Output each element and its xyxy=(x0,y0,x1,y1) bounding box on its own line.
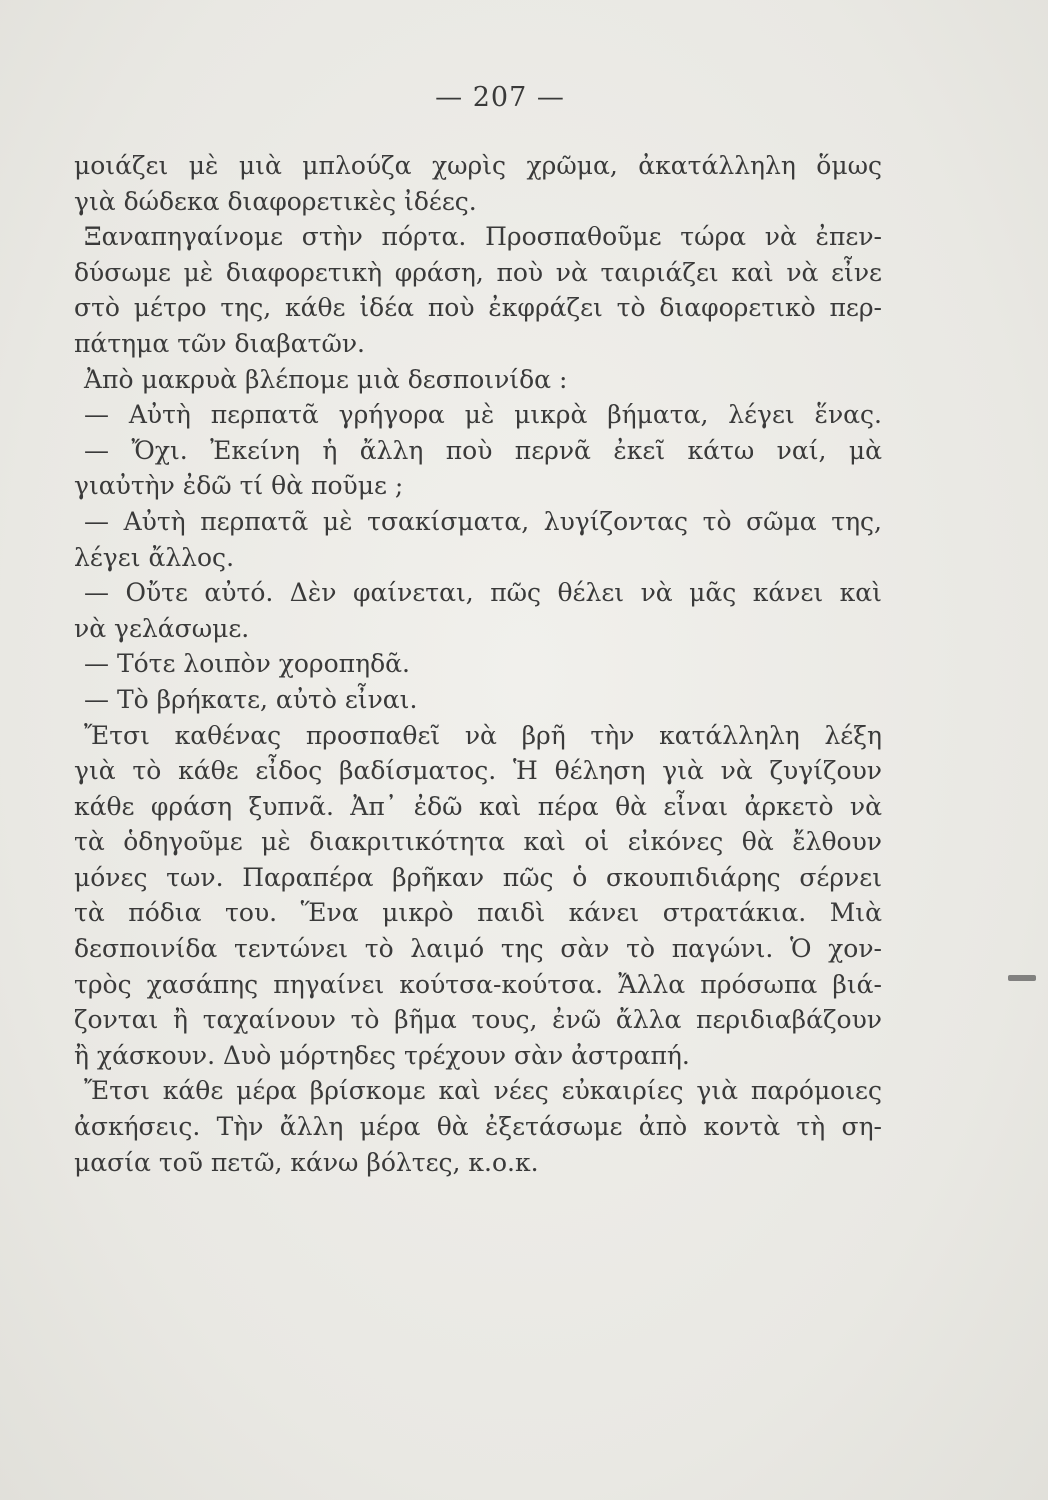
text-line: νὰ γελάσωμε. xyxy=(74,613,250,643)
text-line: γιαὐτὴν ἐδῶ τί θὰ ποῦμε ; xyxy=(74,471,404,501)
text-line: τρὸς χασάπης πηγαίνει κούτσα-κούτσα. Ἄλλα πρόσωπα βιά- xyxy=(74,969,882,999)
text-line: — Αὐτὴ περπατᾶ γρήγορα μὲ μικρὰ βήματα, λέγει ἕνας. xyxy=(84,400,882,430)
text-line: μασία τοῦ πετῶ, κάνω βόλτες, κ.ο.κ. xyxy=(74,1147,539,1177)
text-line: ἀσκήσεις. Τὴν ἄλλη μέρα θὰ ἐξετάσωμε ἀπὸ κοντὰ τὴ ση- xyxy=(74,1112,882,1142)
text-line: ἢ χάσκουν. Δυὸ μόρτηδες τρέχουν σὰν ἀστραπή. xyxy=(74,1040,690,1070)
text-line: — Τὸ βρήκατε, αὐτὸ εἶναι. xyxy=(84,684,418,714)
text-line: μόνες των. Παραπέρα βρῆκαν πῶς ὁ σκουπιδιάρης σέρνει xyxy=(74,862,882,892)
text-line: — Οὔτε αὐτό. Δὲν φαίνεται, πῶς θέλει νὰ μᾶς κάνει καὶ xyxy=(84,578,882,608)
text-line: — Τότε λοιπὸν χοροπηδᾶ. xyxy=(84,649,410,679)
page-number: — 207 — xyxy=(435,82,565,113)
text-line: γιὰ τὸ κάθε εἶδος βαδίσματος. Ἡ θέληση γιὰ νὰ ζυγίζουν xyxy=(74,756,882,786)
text-line: — Ὄχι. Ἐκείνη ἡ ἄλλη ποὺ περνᾶ ἐκεῖ κάτω ναί, μὰ xyxy=(84,435,882,465)
text-line: Ξαναπηγαίνομε στὴν πόρτα. Προσπαθοῦμε τώρα νὰ ἐπεν- xyxy=(84,222,882,252)
text-line: τὰ ὁδηγοῦμε μὲ διακριτικότητα καὶ οἱ εἰκόνες θὰ ἔλθουν xyxy=(74,827,882,857)
text-line: λέγει ἄλλος. xyxy=(74,542,235,572)
text-line: — Αὐτὴ περπατᾶ μὲ τσακίσματα, λυγίζοντας τὸ σῶμα της, xyxy=(84,506,882,536)
text-line: γιὰ δώδεκα διαφορετικὲς ἰδέες. xyxy=(74,186,477,216)
text-line: τὰ πόδια του. Ἕνα μικρὸ παιδὶ κάνει στρατάκια. Μιὰ xyxy=(74,898,882,928)
text-line: ζονται ἢ ταχαίνουν τὸ βῆμα τους, ἐνῶ ἄλλα περιδιαβάζουν xyxy=(74,1005,882,1035)
page-body-text xyxy=(74,148,882,1180)
text-line: κάθε φράση ξυπνᾶ. Ἀπ᾿ ἐδῶ καὶ πέρα θὰ εἶναι ἀρκετὸ νὰ xyxy=(74,791,882,821)
text-line: μοιάζει μὲ μιὰ μπλούζα χωρὶς χρῶμα, ἀκατάλληλη ὅμως xyxy=(74,151,882,180)
text-line: δύσωμε μὲ διαφορετικὴ φράση, ποὺ νὰ ταιριάζει καὶ νὰ εἶνε xyxy=(74,257,882,287)
text-line: Ἔτσι κάθε μέρα βρίσκομε καὶ νέες εὐκαιρίες γιὰ παρόμοιες xyxy=(84,1076,882,1106)
text-line: Ἀπὸ μακρυὰ βλέπομε μιὰ δεσποινίδα : xyxy=(84,364,568,394)
text-line: Ἔτσι καθένας προσπαθεῖ νὰ βρῆ τὴν κατάλληλη λέξη xyxy=(84,720,882,750)
text-line: πάτημα τῶν διαβατῶν. xyxy=(74,328,365,358)
margin-ink-mark xyxy=(1008,975,1036,981)
text-line: στὸ μέτρο της, κάθε ἰδέα ποὺ ἐκφράζει τὸ διαφορετικὸ περ- xyxy=(74,293,882,323)
text-line: δεσποινίδα τεντώνει τὸ λαιμό της σὰν τὸ παγώνι. Ὁ χον- xyxy=(74,934,882,964)
